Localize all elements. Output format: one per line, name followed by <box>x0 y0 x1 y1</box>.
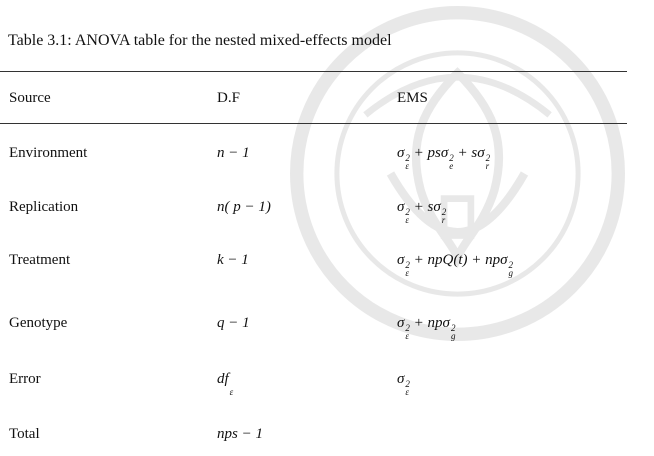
table-row <box>0 194 654 225</box>
header-source: Source <box>9 90 51 106</box>
table-row <box>0 247 654 278</box>
cell-source: Replication <box>9 199 79 215</box>
university-seal-watermark <box>290 6 625 341</box>
cell-source: Environment <box>9 145 88 161</box>
table-row <box>0 366 654 397</box>
cell-ems: σ 2 ε + npQ(t) + npσ 2 g <box>397 252 514 278</box>
table-top-rule <box>0 71 627 72</box>
cell-ems: σ 2 ε + psσ 2 e + sσ 2 r <box>397 145 491 171</box>
cell-source: Error <box>9 371 41 387</box>
cell-ems: σ 2 ε + npσ 2 g <box>397 315 456 341</box>
cell-df: n( p − 1) <box>217 199 271 215</box>
cell-df: df ε <box>217 371 234 397</box>
table-row <box>0 421 654 447</box>
cell-df: k − 1 <box>217 252 249 268</box>
cell-df: nps − 1 <box>217 426 263 442</box>
cell-source: Genotype <box>9 315 68 331</box>
table-row <box>0 310 654 341</box>
cell-ems: σ 2 ε + sσ 2 r <box>397 199 447 225</box>
cell-source: Total <box>9 426 40 442</box>
table-header-rule <box>0 123 627 124</box>
header-df: D.F <box>217 90 240 106</box>
cell-ems: σ 2 ε <box>397 371 410 397</box>
header-ems: EMS <box>397 90 428 106</box>
cell-source: Treatment <box>9 252 71 268</box>
table-caption: Table 3.1: ANOVA table for the nested mixed-effects model <box>8 32 392 49</box>
cell-df: n − 1 <box>217 145 250 161</box>
table-row <box>0 140 654 171</box>
cell-df: q − 1 <box>217 315 250 331</box>
